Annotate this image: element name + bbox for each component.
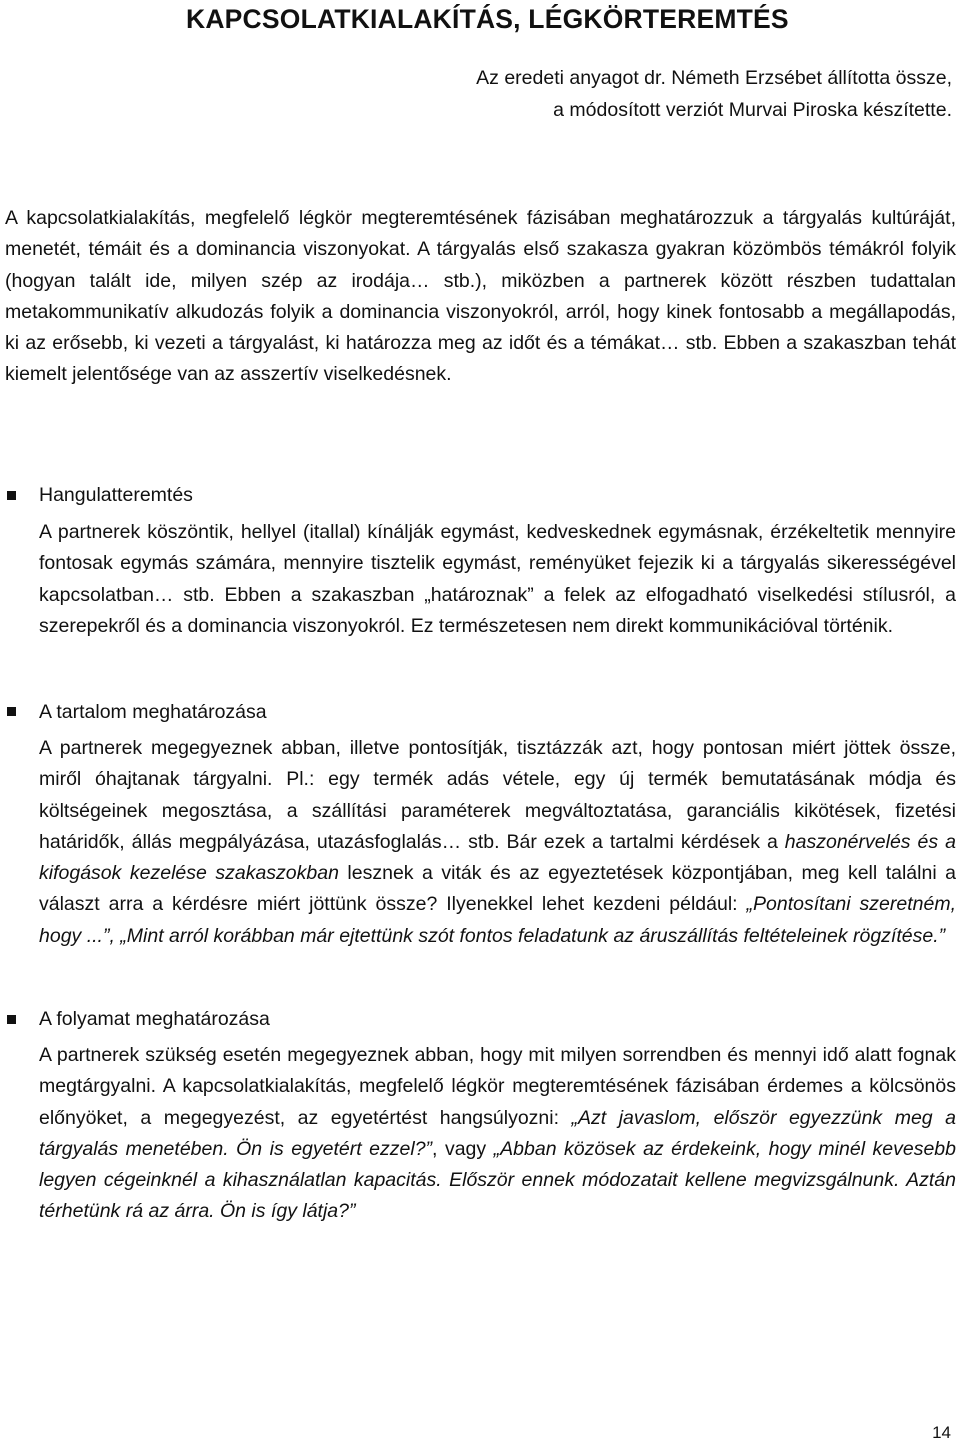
square-bullet-icon (7, 491, 16, 500)
italic-quote: „Abban közösek az érdekeink, hogy minél kevesebb legyen cégeinknél a kihasználatlan kapacitás. Először ennek módozatait kellene megvizsgálnunk. Aztán térhetünk rá az árra. Ön is így látja?” (39, 1137, 956, 1223)
section-title-folyamat: A folyamat meghatározása (39, 1008, 270, 1030)
credit-line-2: a módosított verziót Murvai Piroska készítette. (553, 99, 952, 121)
italic-text: haszonérvelés és a kifogások kezelése szakaszokban (39, 830, 956, 885)
body-text: A partnerek megegyeznek abban, illetve pontosítják, tisztázzák azt, hogy pontosan miért jöttek össze, miről óhajtanak tárgyalni. Pl.: egy termék adás vétele, egy új termék bemutatásának módja és költségeinek megosztása, a szállítási paraméterek megváltoztatása, garanciális kikötések, fizetési határidők, állás megpályázása, utazásfoglalás… stb. Bár ezek a tartalmi kérdések a (39, 737, 956, 853)
section-title-hangulatteremtes: Hangulatteremtés (39, 484, 193, 506)
document-title: KAPCSOLATKIALAKÍTÁS, LÉGKÖRTEREMTÉS (186, 4, 789, 34)
body-text: A partnerek szükség esetén megegyeznek abban, hogy mit milyen sorrendben és mennyi idő alatt fognak megtárgyalni. A kapcsolatkialakítás, megfelelő légkör megteremtésének fázisában érdemes a kölcsönös előnyöket, a megegyezést, az egyetértést hangsúlyozni: (39, 1044, 956, 1129)
credit-line-1: Az eredeti anyagot dr. Németh Erzsébet állította össze, (476, 67, 952, 89)
section-body-tartalom (39, 733, 956, 952)
section-body-folyamat (39, 1040, 956, 1228)
intro-paragraph: A kapcsolatkialakítás, megfelelő légkör megteremtésének fázisában meghatározzuk a tárgyalás kultúráját, menetét, témáit és a dominancia viszonyokat. A tárgyalás első szakasza gyakran közömbös témákról folyik (hogyan talált ide, milyen szép az irodája… stb.), miközben a partnerek között részben tudattalan metakommunikatív alkudozás folyik a dominancia viszonyokról, arról, hogy kinek fontosabb a megállapodás, ki az erősebb, ki vezeti a tárgyalást, ki határozza meg az időt és a témákat… stb. Ebben a szakaszban tehát kiemelt jelentősége van az asszertív viselkedésnek. (5, 207, 956, 386)
page-number: 14 (932, 1423, 951, 1442)
body-text: lesznek a viták és az egyeztetések központjában, meg kell találni a választ arra a kérdésre miért jöttünk össze? Ilyenekkel lehet kezdeni például: (39, 862, 956, 916)
body-text: , vagy (432, 1137, 494, 1160)
italic-quote: „Pontosítani szeretném, hogy ...”, „Mint arról korábban már ejtettünk szót fontos feladatunk az áruszállítás feltételeinek rögzítése.” (39, 893, 957, 947)
italic-quote: „Azt javaslom, először egyezzünk meg a tárgyalás menetében. Ön is egyetért ezzel?” (39, 1106, 956, 1160)
square-bullet-icon (7, 707, 16, 716)
section-body-hangulatteremtes: A partnerek köszöntik, hellyel (itallal) kínálják egymást, kedveskednek egymásnak, érzékeltetik mennyire fontosak egymás számára, mennyire tisztelik egymást, reményüket fejezik ki a tárgyalás sikerességével kapcsolatban… stb. Ebben a szakaszban „határoznak” a felek az elfogadható viselkedési stílusról, a szerepekről és a dominancia viszonyokról. Ez természetesen nem direkt kommunikációval történik. (39, 521, 956, 637)
section-title-tartalom: A tartalom meghatározása (39, 701, 267, 723)
square-bullet-icon (7, 1015, 16, 1024)
